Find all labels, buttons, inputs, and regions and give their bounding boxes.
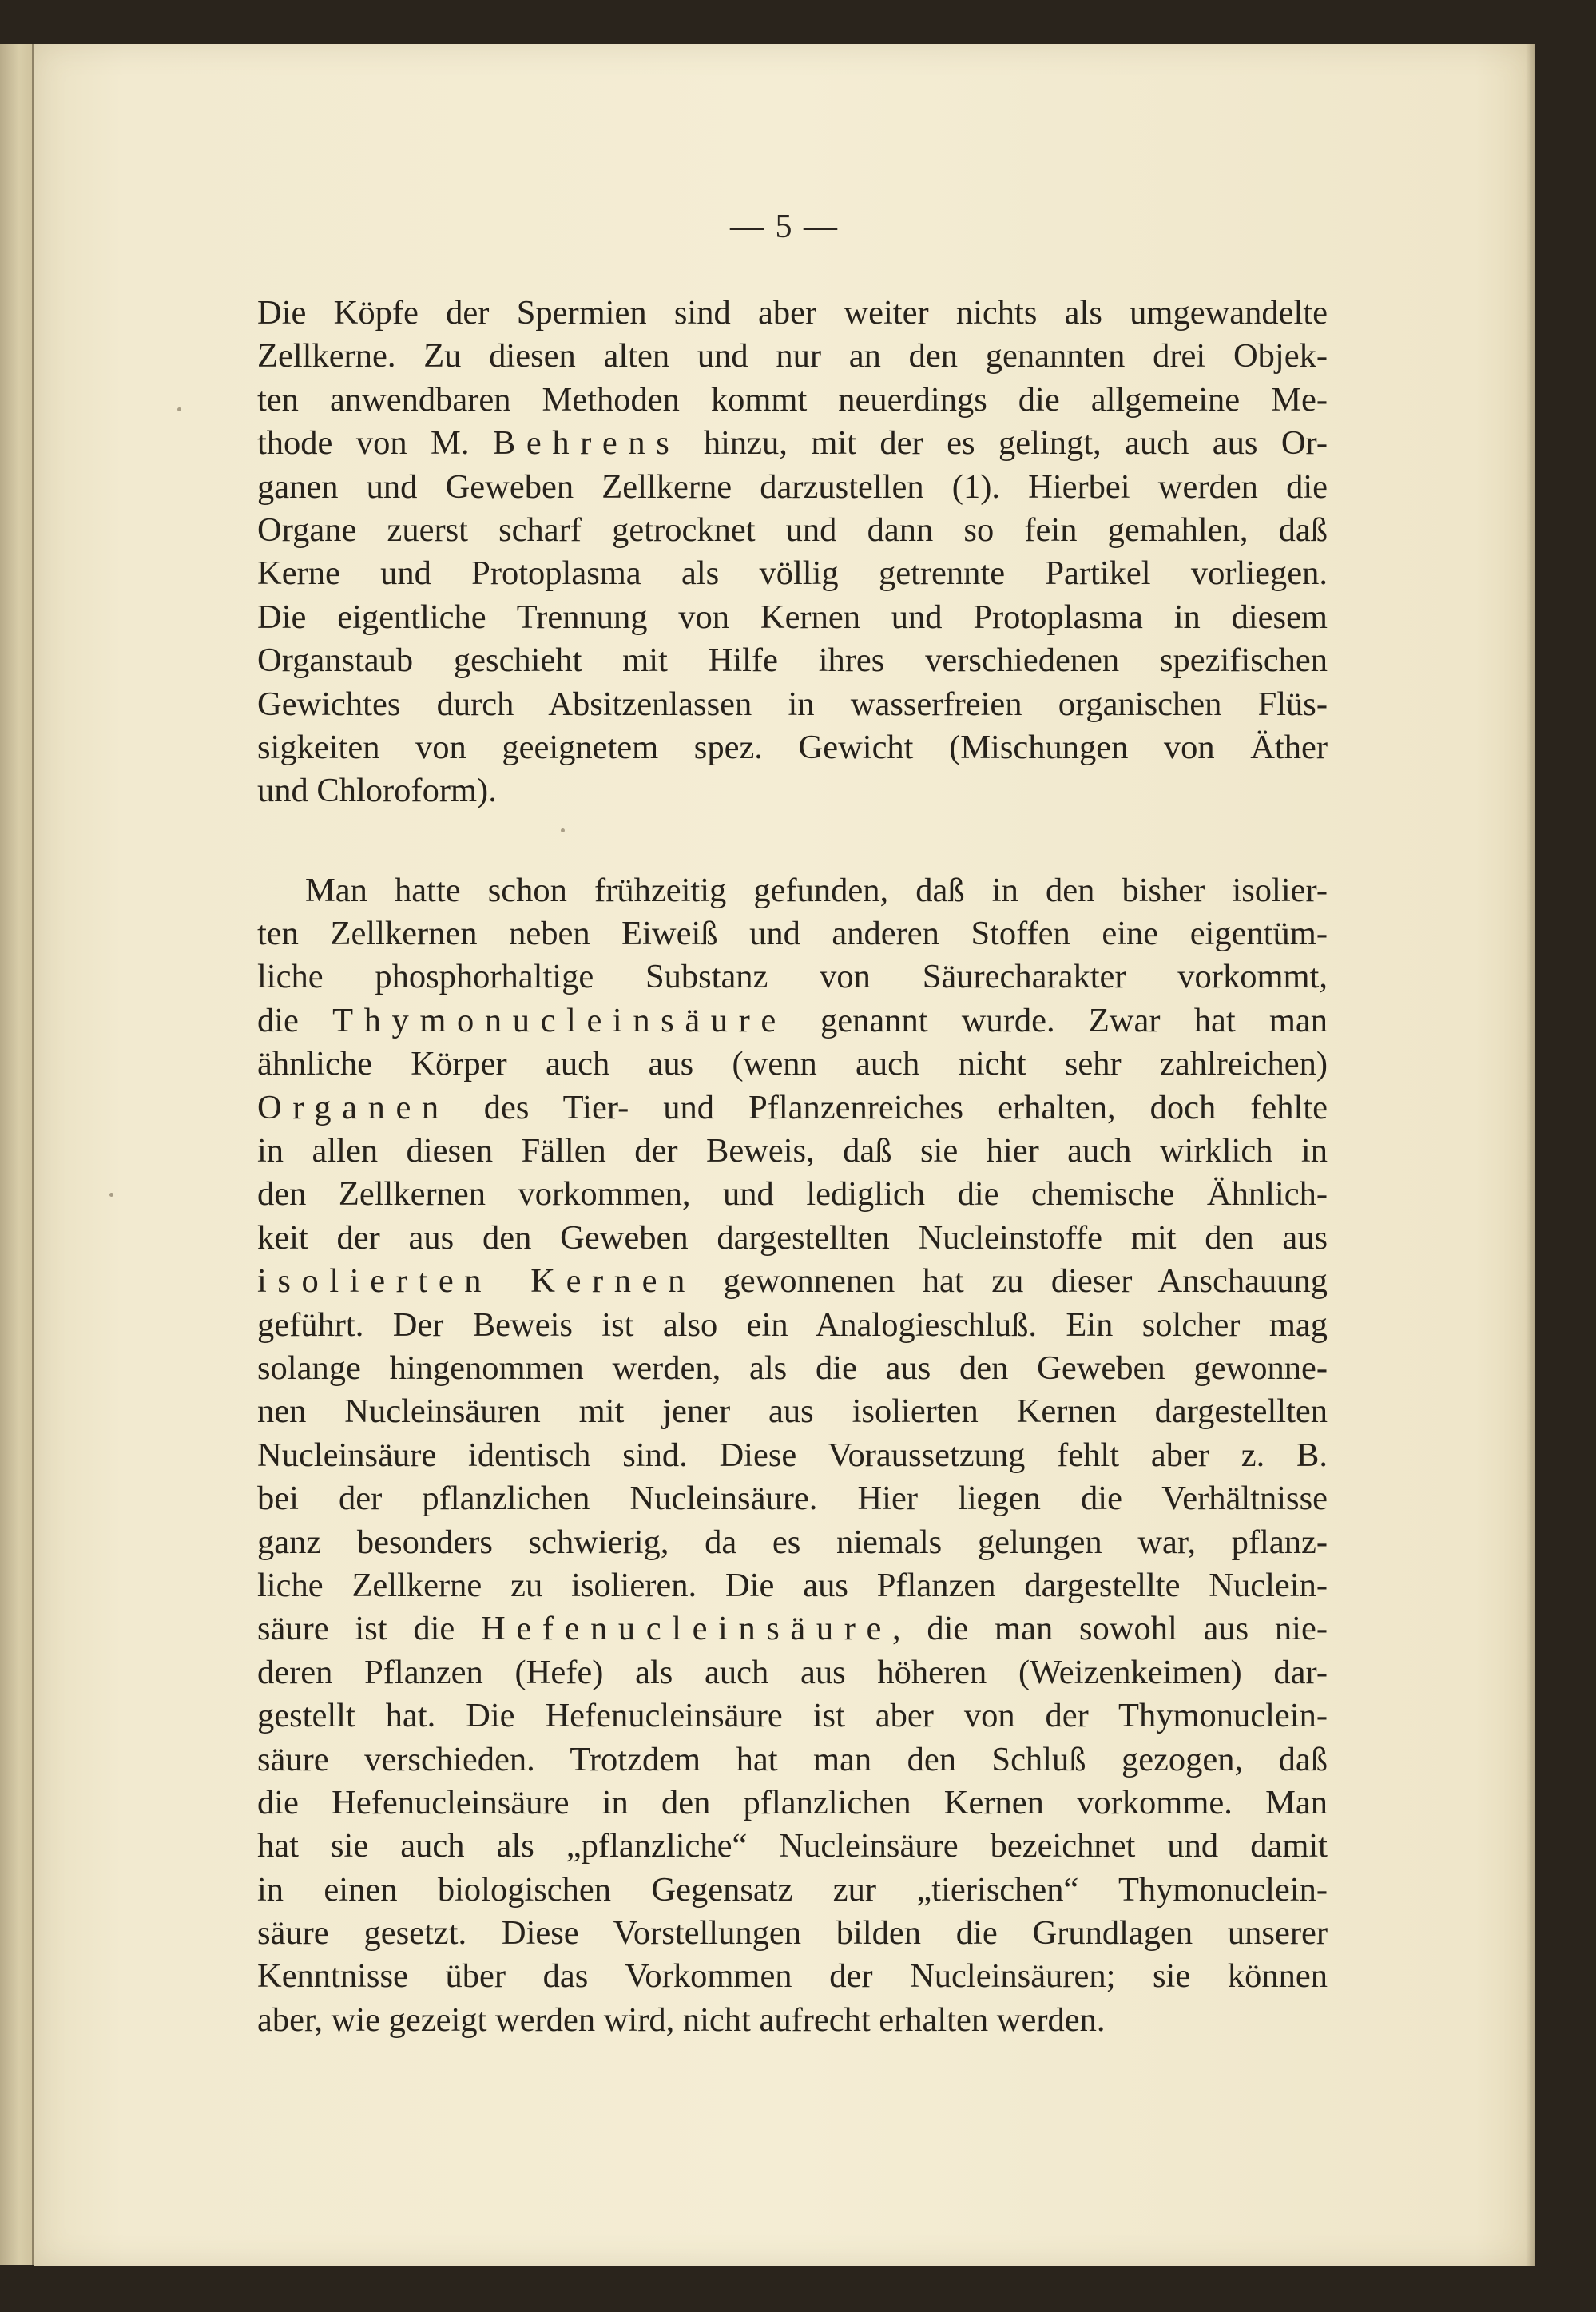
text-run: nen Nucleinsäuren mit jener aus isolierten Kernen dargestellten bbox=[257, 1392, 1328, 1431]
paragraph-2-line bbox=[257, 1912, 1328, 1955]
text-run: Organe zuerst scharf getrocknet und dann so fein gemahlen, daß bbox=[257, 510, 1328, 549]
text-run: deren Pflanzen (Hefe) als auch aus höheren (Weizenkeimen) dar- bbox=[257, 1653, 1328, 1691]
paragraph-2-line bbox=[257, 1217, 1328, 1260]
spaced-emphasis: Organen bbox=[257, 1088, 450, 1126]
spaced-emphasis: Hefenucleinsäure bbox=[481, 1610, 892, 1648]
paragraph-1-line bbox=[257, 509, 1328, 552]
paragraph-2-line bbox=[257, 1564, 1328, 1607]
paragraph-1-line bbox=[257, 726, 1328, 769]
paragraph-2-line bbox=[257, 1694, 1328, 1738]
text-run: Die Köpfe der Spermien sind aber weiter nichts als umgewandelte bbox=[257, 294, 1328, 332]
text-run: bei der pflanzlichen Nucleinsäure. Hier liegen die Verhältnisse bbox=[257, 1480, 1328, 1518]
body-text bbox=[257, 292, 1328, 2042]
paragraph-1-line bbox=[257, 292, 1328, 335]
text-run: die bbox=[257, 1001, 333, 1039]
text-run: und Chloroform). bbox=[257, 772, 497, 810]
paragraph-2-line bbox=[257, 1043, 1328, 1086]
spaced-emphasis: Thymonucleinsäure bbox=[332, 1001, 787, 1039]
paragraph-2-line bbox=[257, 955, 1328, 999]
paragraph-2-line bbox=[257, 1999, 1328, 2042]
text-run: liche phosphorhaltige Substanz von Säurecharakter vorkommt, bbox=[257, 958, 1328, 996]
paragraph-2-line bbox=[257, 1869, 1328, 1912]
text-run: säure verschieden. Trotzdem hat man den Schluß gezogen, daß bbox=[257, 1740, 1328, 1778]
text-run: Kenntnisse über das Vorkommen der Nucleinsäuren; sie können bbox=[257, 1957, 1328, 1996]
text-run: gestellt hat. Die Hefenucleinsäure ist aber von der Thymonuclein- bbox=[257, 1697, 1328, 1735]
paragraph-2-line bbox=[257, 912, 1328, 955]
page-gutter-shadow bbox=[1526, 44, 1535, 2266]
text-run: die Hefenucleinsäure in den pflanzlichen Kernen vorkomme. Man bbox=[257, 1783, 1328, 1821]
text-run: Kerne und Protoplasma als völlig getrennte Partikel vorliegen. bbox=[257, 554, 1328, 593]
paragraph-2-line bbox=[257, 1260, 1328, 1303]
text-run: Organstaub geschieht mit Hilfe ihres verschiedenen spezifischen bbox=[257, 642, 1328, 680]
text-run: säure gesetzt. Diese Vorstellungen bilden die Grundlagen unserer bbox=[257, 1914, 1328, 1952]
paragraph-2-line bbox=[257, 1477, 1328, 1520]
book-page bbox=[34, 44, 1535, 2266]
paragraph-1-line bbox=[257, 335, 1328, 378]
text-run: thode von M. bbox=[257, 424, 493, 463]
paragraph-2-line bbox=[257, 1086, 1328, 1130]
text-run: in allen diesen Fällen der Beweis, daß sie hier auch wirklich in bbox=[257, 1132, 1328, 1170]
text-run: Zellkerne. Zu diesen alten und nur an den genannten drei Objek- bbox=[257, 337, 1328, 375]
text-run: in einen biologischen Gegensatz zur „tierischen“ Thymonuclein- bbox=[257, 1870, 1328, 1909]
paragraph-1-line bbox=[257, 683, 1328, 726]
paragraph-1-line bbox=[257, 596, 1328, 639]
paragraph-2-line bbox=[257, 1607, 1328, 1651]
paragraph-2-line bbox=[257, 1390, 1328, 1433]
text-run: genannt wurde. Zwar hat man bbox=[786, 1001, 1328, 1039]
spaced-emphasis: isolierten Kernen bbox=[257, 1262, 696, 1301]
spaced-emphasis: Behrens bbox=[492, 424, 681, 463]
text-run: sigkeiten von geeignetem spez. Gewicht (Mischungen von Äther bbox=[257, 728, 1328, 766]
text-run: ganen und Geweben Zellkerne darzustellen (1). Hierbei werden die bbox=[257, 467, 1328, 506]
paragraph-2-line bbox=[257, 1130, 1328, 1173]
page-number: — 5 — bbox=[730, 209, 839, 245]
paragraph-2-line bbox=[257, 1521, 1328, 1564]
paragraph-2-line bbox=[257, 1651, 1328, 1694]
text-run: keit der aus den Geweben dargestellten Nucleinstoffe mit den aus bbox=[257, 1218, 1328, 1257]
text-run: aber, wie gezeigt werden wird, nicht aufrecht erhalten werden. bbox=[257, 2000, 1106, 2039]
paragraph-1-line bbox=[257, 466, 1328, 509]
paragraph-1-line bbox=[257, 422, 1328, 465]
paragraph-2-line bbox=[257, 1173, 1328, 1216]
paragraph-2-line bbox=[257, 1955, 1328, 1998]
paragraph-2-line bbox=[257, 1434, 1328, 1477]
paragraph-2-line bbox=[257, 1738, 1328, 1782]
previous-page-edge bbox=[0, 44, 34, 2265]
text-run: ganz besonders schwierig, da es niemals gelungen war, pflanz- bbox=[257, 1523, 1328, 1561]
paragraph-2-line bbox=[257, 1825, 1328, 1868]
paper-speck bbox=[177, 407, 181, 411]
paragraph-2-line bbox=[257, 1347, 1328, 1390]
paragraph-1-line bbox=[257, 379, 1328, 422]
paragraph-2-line bbox=[257, 1782, 1328, 1825]
text-run: Man hatte schon frühzeitig gefunden, daß in den bisher isolier- bbox=[305, 871, 1328, 909]
text-run: hinzu, mit der es gelingt, auch aus Or- bbox=[680, 424, 1328, 463]
text-run: hat sie auch als „pflanzliche“ Nucleinsäure bezeichnet und damit bbox=[257, 1827, 1328, 1865]
text-run: ten Zellkernen neben Eiweiß und anderen Stoffen eine eigentüm- bbox=[257, 915, 1328, 953]
text-run: den Zellkernen vorkommen, und lediglich die chemische Ähnlich- bbox=[257, 1175, 1328, 1214]
paper-speck bbox=[561, 828, 565, 832]
text-run: Nucleinsäure identisch sind. Diese Voraussetzung fehlt aber z. B. bbox=[257, 1436, 1328, 1474]
text-run: liche Zellkerne zu isolieren. Die aus Pflanzen dargestellte Nuclein- bbox=[257, 1566, 1328, 1604]
text-run: säure ist die bbox=[257, 1610, 482, 1648]
text-run: ten anwendbaren Methoden kommt neuerdings die allgemeine Me- bbox=[257, 380, 1328, 419]
paragraph-1-line bbox=[257, 769, 1328, 812]
paragraph-1-line bbox=[257, 639, 1328, 682]
text-run: Die eigentliche Trennung von Kernen und Protoplasma in diesem bbox=[257, 598, 1328, 636]
text-run: solange hingenommen werden, als die aus den Geweben gewonne- bbox=[257, 1349, 1328, 1387]
paragraph-gap bbox=[257, 813, 1328, 869]
paper-speck bbox=[109, 1193, 113, 1197]
paragraph-2-line bbox=[257, 999, 1328, 1043]
paragraph-1-line bbox=[257, 552, 1328, 595]
text-run: geführt. Der Beweis ist also ein Analogieschluß. Ein solcher mag bbox=[257, 1305, 1328, 1344]
text-run: des Tier- und Pflanzenreiches erhalten, doch fehlte bbox=[449, 1088, 1328, 1126]
paragraph-2-line bbox=[257, 869, 1328, 912]
text-run: ähnliche Körper auch aus (wenn auch nicht sehr zahlreichen) bbox=[257, 1045, 1328, 1083]
text-run: , die man sowohl aus nie- bbox=[891, 1610, 1328, 1648]
text-run: Gewichtes durch Absitzenlassen in wasserfreien organischen Flüs- bbox=[257, 685, 1328, 723]
text-run: gewonnenen hat zu dieser Anschauung bbox=[695, 1262, 1328, 1301]
paragraph-2-line bbox=[257, 1304, 1328, 1347]
